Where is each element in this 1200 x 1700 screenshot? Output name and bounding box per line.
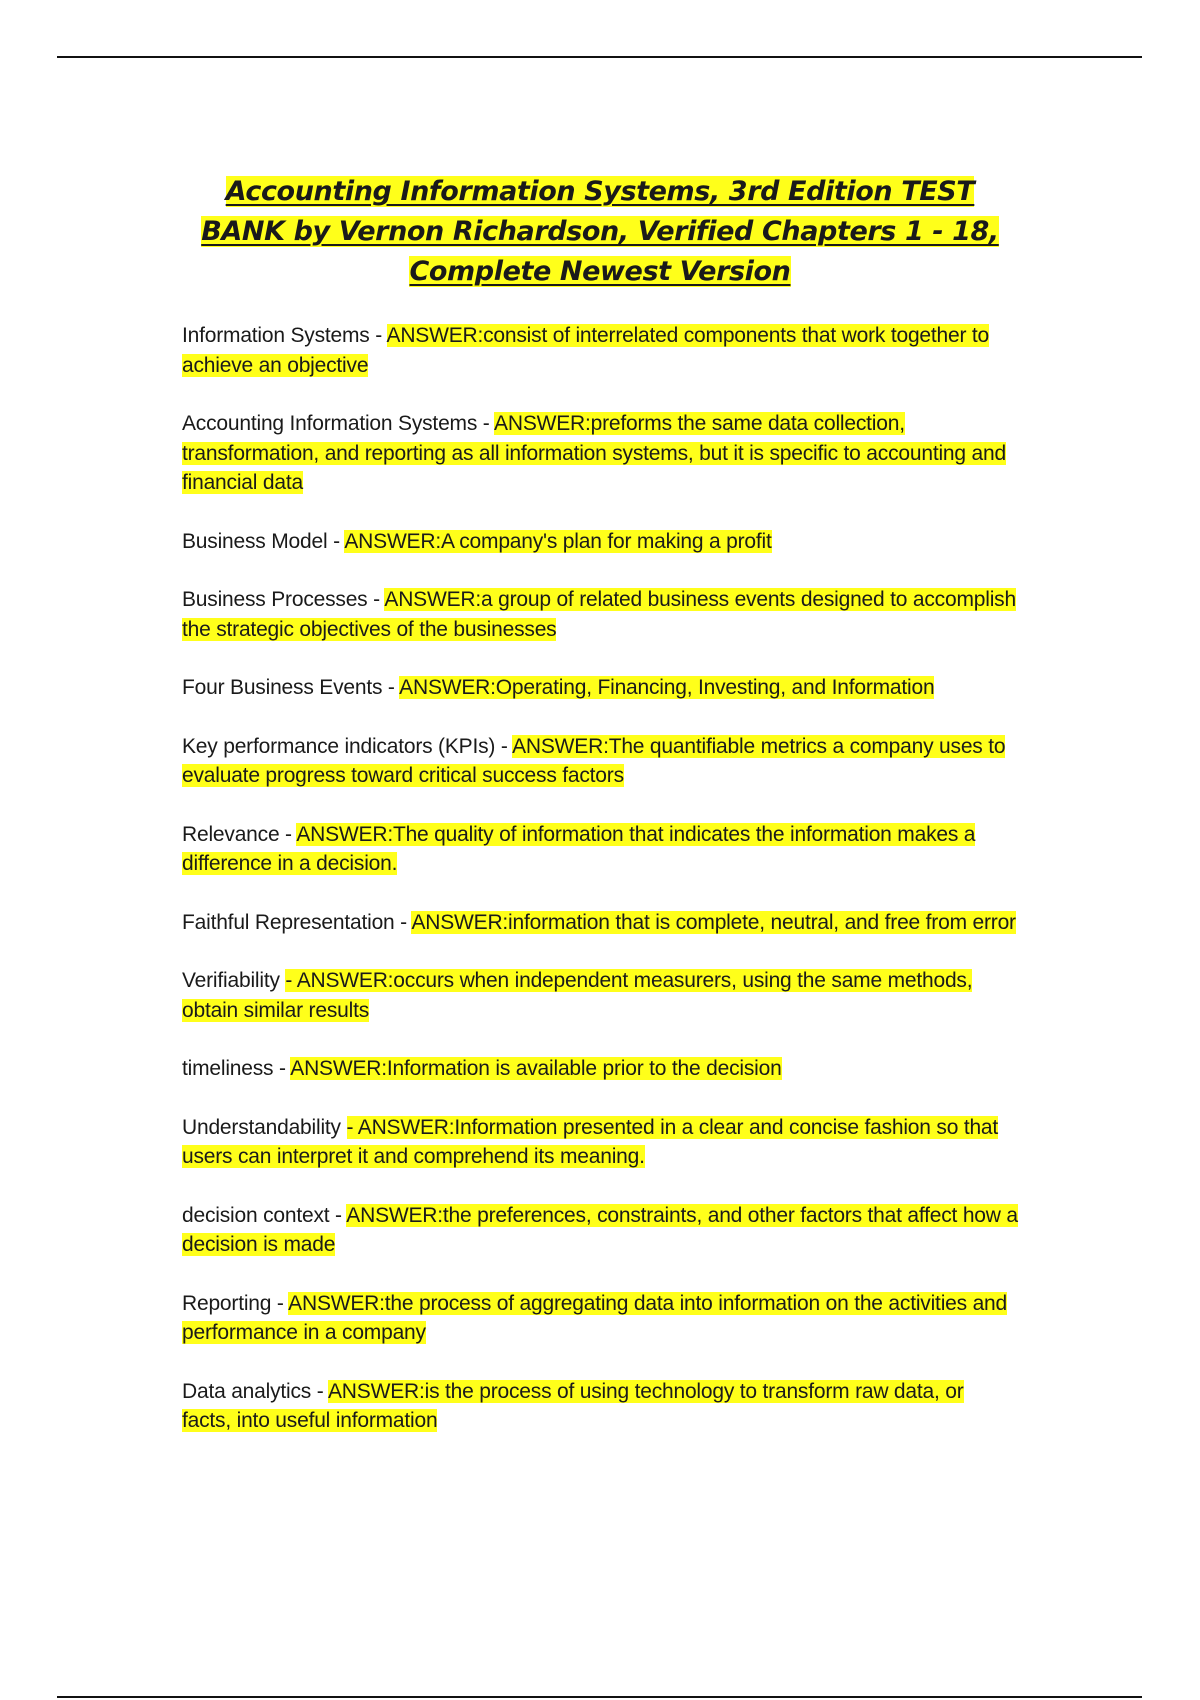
qa-term: Verifiability bbox=[182, 969, 286, 992]
qa-answer: ANSWER:a group of related business events designed to accomplish the strategic objectives of the businesses bbox=[182, 588, 1016, 641]
qa-entry bbox=[182, 409, 1018, 498]
qa-answer: ANSWER:Information is available prior to the decision bbox=[290, 1057, 782, 1080]
qa-entry bbox=[182, 527, 1018, 557]
qa-term: Reporting - bbox=[182, 1291, 289, 1315]
qa-entry bbox=[182, 321, 1018, 380]
qa-entry bbox=[182, 1289, 1018, 1348]
qa-answer: - ANSWER:occurs when independent measurers, using the same methods, obtain similar results bbox=[182, 969, 973, 1022]
qa-term: Relevance - bbox=[182, 822, 297, 846]
qa-entry bbox=[182, 966, 1018, 1025]
qa-entry bbox=[182, 585, 1018, 644]
qa-term: Data analytics - bbox=[182, 1379, 328, 1403]
footer-rule bbox=[57, 1696, 1142, 1698]
qa-entry bbox=[182, 820, 1018, 879]
document-body bbox=[182, 172, 1018, 1465]
qa-answer: ANSWER:the preferences, constraints, and other factors that affect how a decision is made bbox=[182, 1203, 1018, 1256]
qa-term: Four Business Events - bbox=[182, 676, 400, 699]
qa-entry bbox=[182, 1201, 1018, 1260]
qa-answer: ANSWER:information that is complete, neutral, and free from error bbox=[411, 910, 1016, 934]
qa-answer: ANSWER:preforms the same data collection, transformation, and reporting as all information systems, but it is specific to accounting and financial data bbox=[182, 412, 1006, 494]
qa-entry bbox=[182, 732, 1018, 791]
qa-entry bbox=[182, 1054, 1018, 1084]
qa-term: timeliness - bbox=[182, 1057, 291, 1080]
document-title bbox=[182, 172, 1018, 292]
qa-term: Business Processes - bbox=[182, 588, 385, 611]
qa-answer: ANSWER:The quantifiable metrics a company uses to evaluate progress toward critical success factors bbox=[182, 734, 1006, 787]
qa-term: Faithful Representation - bbox=[182, 910, 412, 934]
qa-entry bbox=[182, 1113, 1018, 1172]
qa-answer: - ANSWER:Information presented in a clear and concise fashion so that users can interpret it and comprehend its meaning. bbox=[182, 1115, 999, 1168]
qa-answer: ANSWER:the process of aggregating data into information on the activities and performance in a company bbox=[182, 1291, 1008, 1344]
qa-answer: ANSWER:A company's plan for making a profit bbox=[344, 529, 772, 553]
header-rule bbox=[57, 56, 1142, 58]
qa-answer: ANSWER:Operating, Financing, Investing, and Information bbox=[399, 676, 935, 699]
qa-entry bbox=[182, 673, 1018, 703]
qa-entry bbox=[182, 908, 1018, 938]
qa-term: Key performance indicators (KPIs) - bbox=[182, 734, 513, 758]
qa-entry bbox=[182, 1377, 1018, 1436]
qa-term: Accounting Information Systems - bbox=[182, 412, 495, 435]
qa-term: Understandability bbox=[182, 1115, 347, 1139]
qa-answer: ANSWER:consist of interrelated components that work together to achieve an objective bbox=[182, 324, 990, 377]
qa-term: decision context - bbox=[182, 1203, 347, 1227]
qa-term: Business Model - bbox=[182, 529, 345, 553]
qa-answer: ANSWER:is the process of using technology to transform raw data, or facts, into useful information bbox=[182, 1379, 964, 1432]
qa-term: Information Systems - bbox=[182, 324, 387, 347]
qa-answer: ANSWER:The quality of information that indicates the information makes a difference in a decision. bbox=[182, 822, 976, 875]
document-title-text: Accounting Information Systems, 3rd Edition TEST BANK by Vernon Richardson, Verified Chapters 1 - 18, Complete Newest Version bbox=[201, 176, 999, 287]
